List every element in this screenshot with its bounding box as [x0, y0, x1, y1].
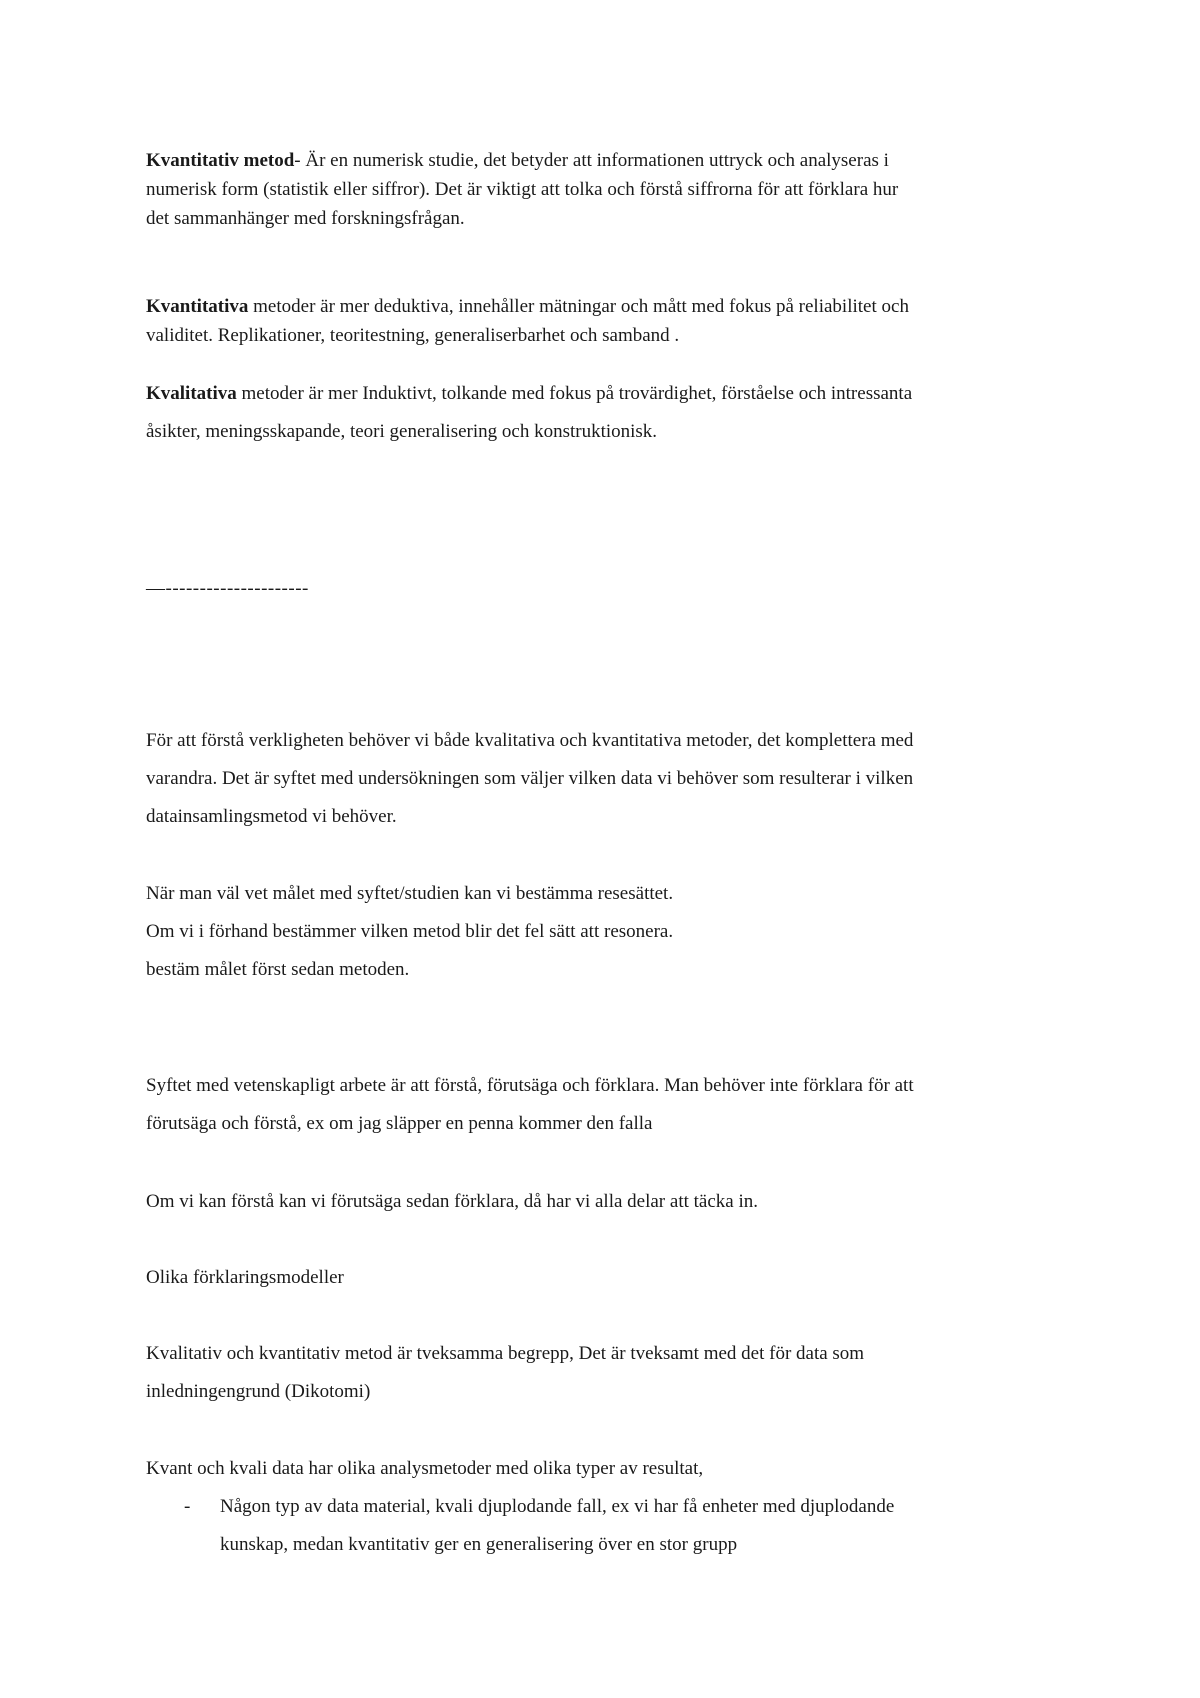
paragraph-text: Om vi i förhand bestämmer vilken metod blir det fel sätt att resonera. — [146, 921, 674, 942]
paragraph-text: bestäm målet först sedan metoden. — [146, 959, 410, 980]
paragraph-text: datainsamlingsmetod vi behöver. — [146, 806, 397, 827]
paragraph-text: När man väl vet målet med syftet/studien kan vi bestämma resesättet. — [146, 883, 674, 904]
paragraph-forklaringsmodeller — [146, 1259, 1066, 1297]
paragraph-text: metoder är mer deduktiva, innehåller mätningar och mått med fokus på reliabilitet och — [248, 296, 909, 317]
paragraph-text: numerisk form (statistik eller siffror). Det är viktigt att tolka och förstå siffrorna för att förklara hur — [146, 179, 899, 200]
paragraph-kvantitativ-metod — [146, 146, 1066, 233]
paragraph-kvant-kvali — [146, 1450, 1066, 1488]
paragraph-text: förutsäga och förstå, ex om jag släpper en penna kommer den falla — [146, 1113, 653, 1134]
bullet-marker: - — [184, 1496, 191, 1517]
paragraph-syftet — [146, 1067, 1066, 1143]
paragraph-text: För att förstå verkligheten behöver vi både kvalitativa och kvantitativa metoder, det komplettera med — [146, 730, 914, 751]
paragraph-text: inledningengrund (Dikotomi) — [146, 1381, 371, 1402]
paragraph-text: validitet. Replikationer, teoritestning, generaliserbarhet och samband . — [146, 325, 680, 346]
paragraph-text: kunskap, medan kvantitativ ger en generalisering över en stor grupp — [220, 1534, 738, 1555]
paragraph-text: metoder är mer Induktivt, tolkande med fokus på trovärdighet, förståelse och intressanta — [236, 383, 913, 404]
section-divider: —--------------------- — [146, 578, 309, 599]
paragraph-text: Olika förklaringsmodeller — [146, 1267, 344, 1288]
paragraph-forsta-verkligheten — [146, 722, 1066, 836]
paragraph-text: åsikter, meningsskapande, teori generalisering och konstruktionisk. — [146, 421, 658, 442]
paragraph-text: varandra. Det är syftet med undersökningen som väljer vilken data vi behöver som resulterar i vilken — [146, 768, 914, 789]
paragraph-tveksamma-begrepp — [146, 1335, 1066, 1411]
list-item-text — [220, 1488, 1080, 1564]
paragraph-text: Kvalitativ och kvantitativ metod är tveksamma begrepp, Det är tveksamt med det för data som — [146, 1343, 865, 1364]
paragraph-text: det sammanhänger med forskningsfrågan. — [146, 208, 465, 229]
paragraph-text: Någon typ av data material, kvali djuplodande fall, ex vi har få enheter med djuplodande — [220, 1496, 895, 1517]
paragraph-malet — [146, 875, 1066, 989]
paragraph-text: Om vi kan förstå kan vi förutsäga sedan förklara, då har vi alla delar att täcka in. — [146, 1191, 758, 1212]
paragraph-kvantitativa — [146, 292, 1066, 350]
term-bold: Kvantitativa — [146, 296, 249, 317]
paragraph-text: - Är en numerisk studie, det betyder att informationen uttryck och analyseras i — [294, 150, 889, 171]
paragraph-kvalitativa — [146, 375, 1066, 451]
paragraph-text: Kvant och kvali data har olika analysmetoder med olika typer av resultat, — [146, 1458, 704, 1479]
paragraph-forutsaga — [146, 1183, 1066, 1221]
term-bold: Kvantitativ metod — [146, 150, 295, 171]
paragraph-text: Syftet med vetenskapligt arbete är att förstå, förutsäga och förklara. Man behöver inte förklara för att — [146, 1075, 914, 1096]
term-bold: Kvalitativa — [146, 383, 237, 404]
